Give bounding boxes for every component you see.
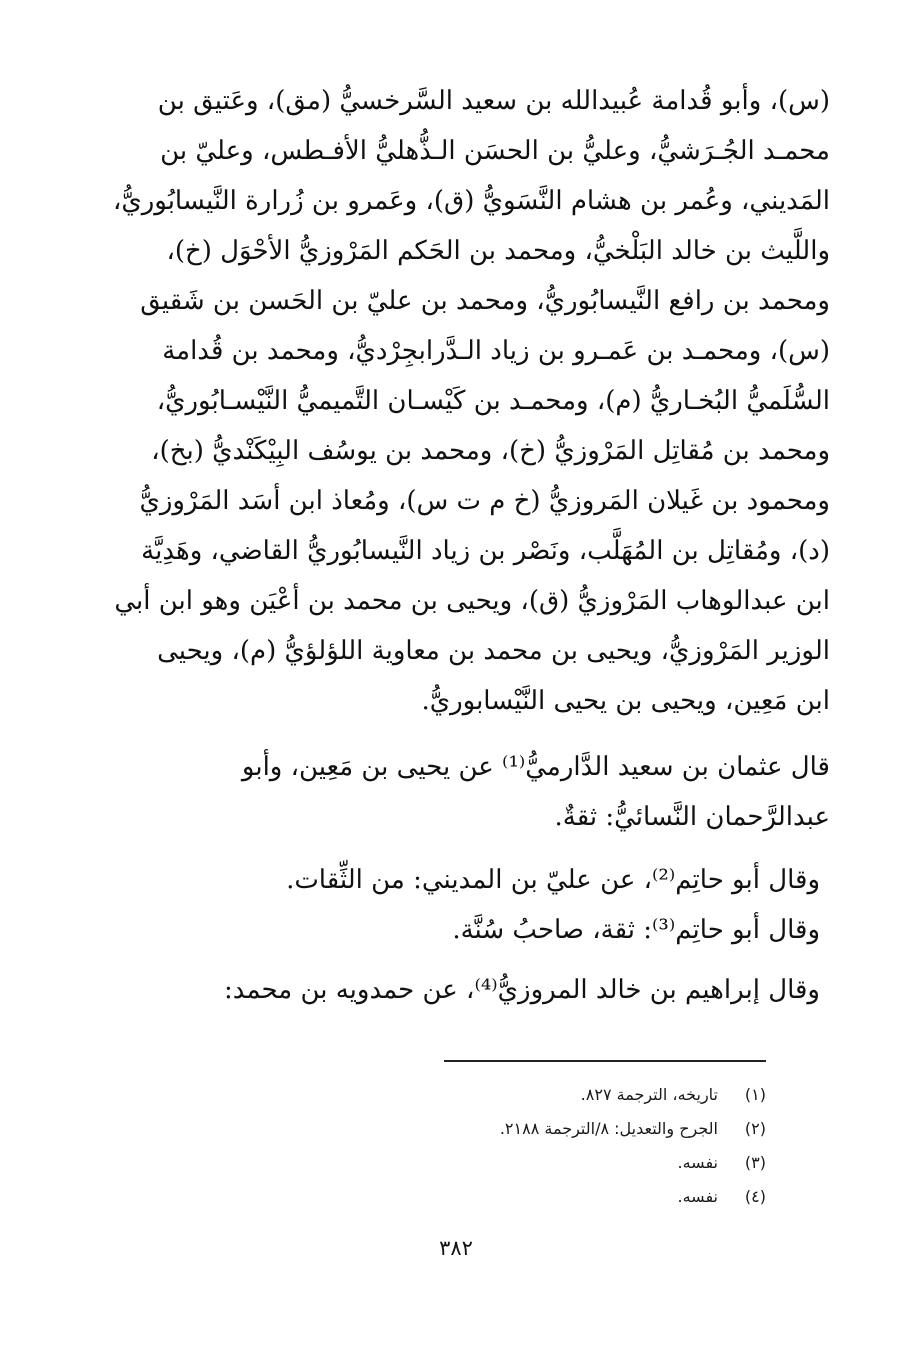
text-line: محمـد الجُـرَشيُّ، وعليُّ بن الحسَن الـذُّهليُّ الأفـطس، وعليّ بن [160, 136, 830, 166]
text-line: المَديني، وعُمر بن هشام النَّسَويُّ (ق)، وعَمرو بن زُرارة النَّيسابُوريُّ، [112, 186, 830, 216]
text-line: الوزير المَرْوزيُّ، ويحيى بن محمد بن معاوية اللؤلؤيُّ (م)، ويحيى [157, 636, 830, 666]
footnote-text: تاريخه، الترجمة ٨٢٧. [580, 1085, 718, 1104]
text-line: ابن عبدالوهاب المَرْوزيُّ (ق)، ويحيى بن محمد بن أعْيَن وهو ابن أبي [114, 586, 830, 616]
footnote-text: نفسه. [677, 1187, 718, 1206]
text-line: (س)، وأبو قُدامة عُبيدالله بن سعيد السَّرخسيُّ (مق)، وعَتيق بن [157, 86, 830, 116]
text-line: (د)، ومُقاتِل بن المُهَلَّب، ونَصْر بن زياد النَّيسابُوريُّ القاضي، وهَدِيَّة [141, 536, 830, 566]
text-line: قال عثمان بن سعيد الدَّارميُّ⁽¹⁾ عن يحيى بن مَعِين، وأبو [241, 752, 830, 782]
text-line: ومحمد بن مُقاتِل المَرْوزيُّ (خ)، ومحمد بن يوسُف البِيْكَنْديُّ (بخ)، [151, 436, 830, 466]
footnote-number: (٣) [744, 1153, 766, 1172]
footnote-item [206, 1078, 766, 1112]
text-line: عبدالرَّحمان النَّسائيُّ: ثقةٌ. [554, 802, 830, 832]
text-line: ومحمد بن رافع النَّيسابُوريُّ، ومحمد بن عليّ بن الحَسن بن شَقيق [140, 286, 830, 316]
footnote-number: (٤) [744, 1187, 766, 1206]
footnote-text: الجرح والتعديل: ٨/الترجمة ٢١٨٨. [499, 1119, 718, 1138]
text-line: واللَّيث بن خالد البَلْخيُّ، ومحمد بن الحَكم المَرْوزيُّ الأحْوَل (خ)، [166, 236, 830, 266]
footnote-item [206, 1112, 766, 1146]
darimi-paragraph [72, 742, 830, 842]
footnote-number: (٢) [744, 1119, 766, 1138]
page-number: ٣٨٢ [439, 1236, 473, 1260]
abu-hatim-paragraph [72, 855, 820, 955]
ibrahim-paragraph [72, 965, 820, 1015]
footnote-item [206, 1180, 766, 1214]
text-line: ابن مَعِين، ويحيى بن يحيى النَّيْسابوريُّ. [421, 686, 830, 716]
footnote-separator [444, 1060, 766, 1062]
main-paragraph [72, 76, 830, 726]
footnote-number: (١) [744, 1085, 766, 1104]
text-line: (س)، ومحمـد بن عَمـرو بن زياد الـدَّرابجِرْديُّ، ومحمد بن قُدامة [162, 336, 830, 366]
footnote-item [206, 1146, 766, 1180]
footnotes [206, 1078, 766, 1214]
text-line: وقال أبو حاتِم⁽³⁾: ثقة، صاحبُ سُنَّة. [452, 915, 820, 945]
text-line: ومحمود بن غَيلان المَروزيُّ (خ م ت س)، ومُعاذ ابن أسَد المَرْوزيُّ [139, 486, 830, 516]
footnote-text: نفسه. [677, 1153, 718, 1172]
text-line: وقال أبو حاتِم⁽²⁾، عن عليّ بن المديني: من الثِّقات. [286, 865, 820, 895]
text-line: وقال إبراهيم بن خالد المروزيُّ⁽⁴⁾، عن حمدويه بن محمد: [224, 975, 820, 1005]
text-line: السُّلَميُّ البُخـاريُّ (م)، ومحمـد بن كَيْسـان التَّميميُّ النَّيْسـابُوريُّ، [156, 386, 830, 416]
